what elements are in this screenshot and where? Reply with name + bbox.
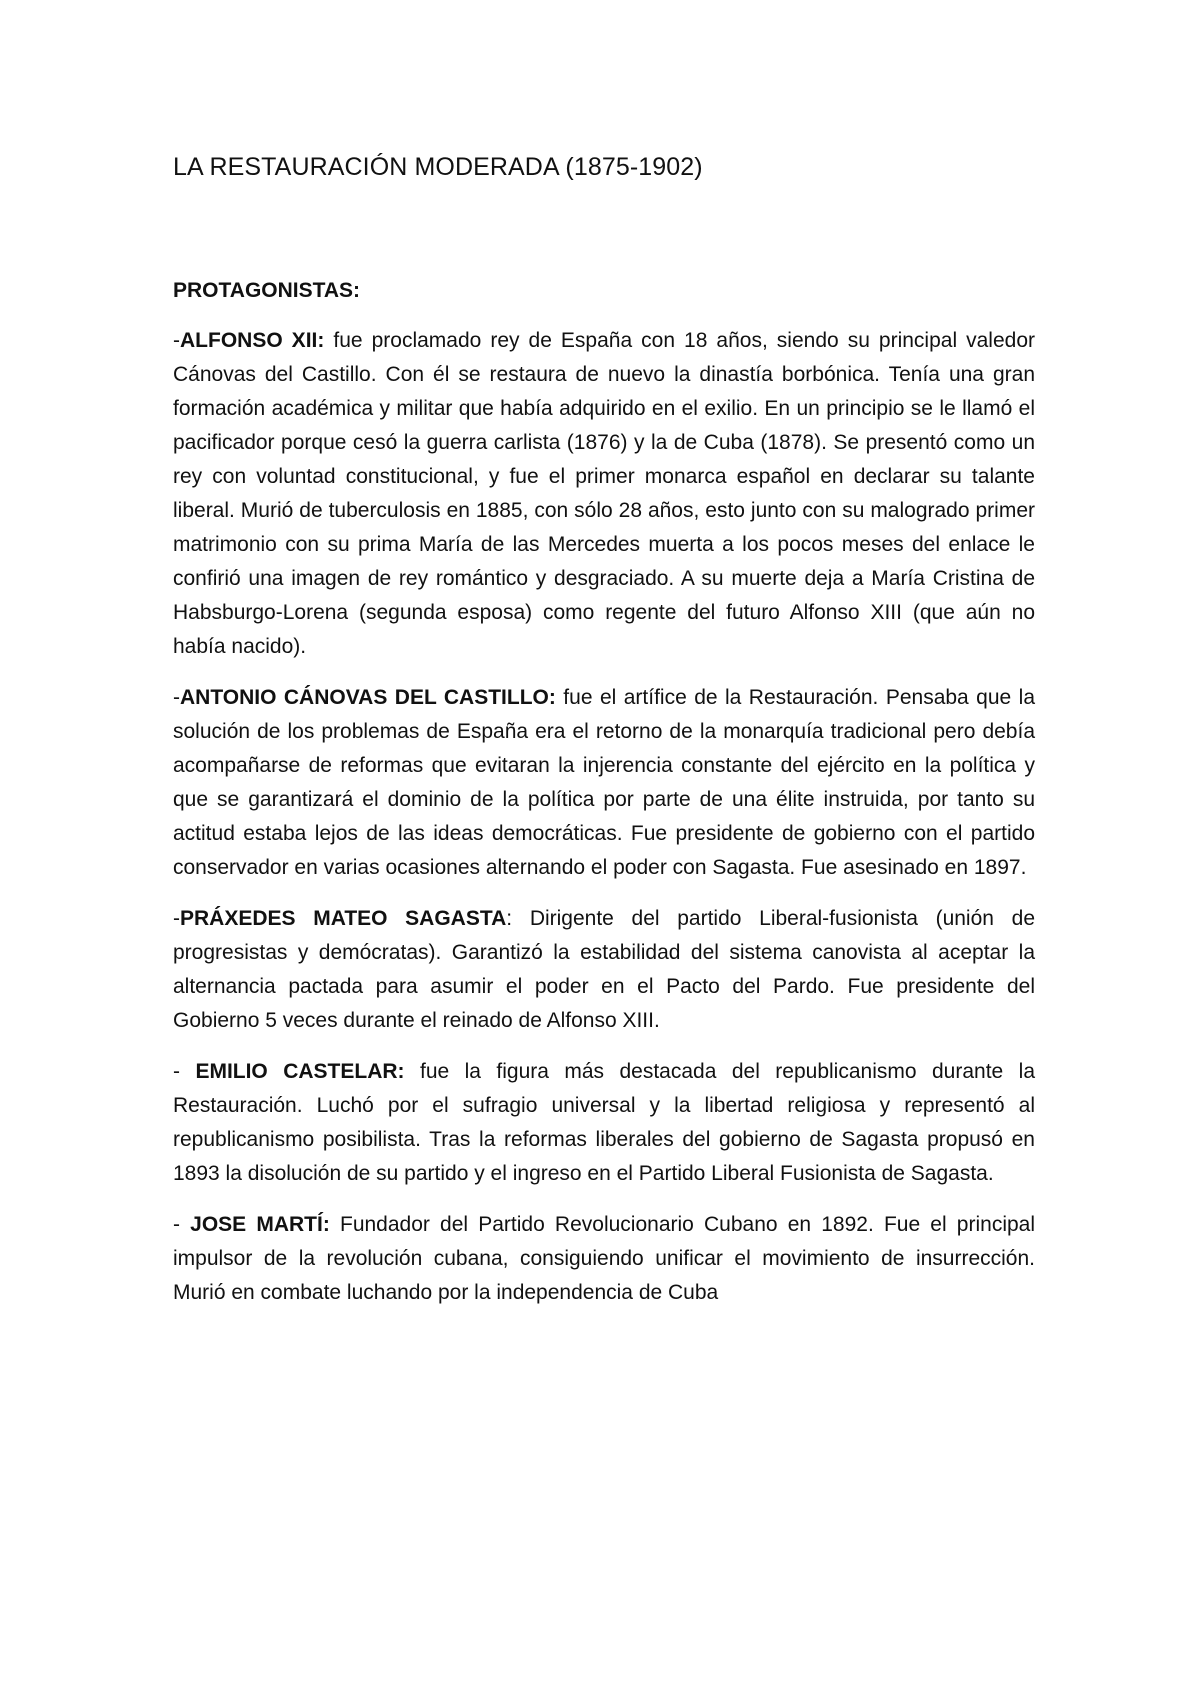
entry-name: JOSE MARTÍ: bbox=[190, 1213, 330, 1236]
document-title: LA RESTAURACIÓN MODERADA (1875-1902) bbox=[173, 153, 703, 181]
entry-canovas bbox=[173, 681, 1035, 885]
entry-name: PRÁXEDES MATEO SAGASTA bbox=[180, 907, 507, 930]
entry-castelar bbox=[173, 1055, 1035, 1191]
entry-prefix: - bbox=[173, 686, 180, 709]
entry-sagasta bbox=[173, 902, 1035, 1038]
document-body bbox=[173, 150, 1035, 1310]
entry-name: EMILIO CASTELAR: bbox=[195, 1060, 405, 1083]
entry-text: fue la figura más destacada del republicanismo durante la Restauración. Luchó por el sufragio universal y la libertad religiosa y representó al republicanismo posibilista. Tras la reformas liberales del gobierno de Sagasta propusó en 1893 la disolución de su partido y el ingreso en el Partido Liberal Fusionista de Sagasta. bbox=[173, 1060, 1035, 1185]
entry-text: Fundador del Partido Revolucionario Cubano en 1892. Fue el principal impulsor de la revolución cubana, consiguiendo unificar el movimiento de insurrección. Murió en combate luchando por la independencia de Cuba bbox=[173, 1213, 1036, 1304]
entry-prefix: - bbox=[173, 907, 180, 930]
entry-text: : Dirigente del partido Liberal-fusionista (unión de progresistas y demócratas). Garantizó la estabilidad del sistema canovista al aceptar la alternancia pactada para asumir el poder en el Pacto del Pardo. Fue presidente del Gobierno 5 veces durante el reinado de Alfonso XIII. bbox=[173, 907, 1035, 1032]
entry-prefix: - bbox=[173, 1060, 196, 1083]
entry-alfonso-xii bbox=[173, 324, 1035, 664]
section-heading: PROTAGONISTAS: bbox=[173, 279, 361, 302]
entry-text: fue proclamado rey de España con 18 años, siendo su principal valedor Cánovas del Castillo. Con él se restaura de nuevo la dinastía borbónica. Tenía una gran formación académica y militar que había adquirido en el exilio. En un principio se le llamó el pacificador porque cesó la guerra carlista (1876) y la de Cuba (1878). Se presentó como un rey con voluntad constitucional, y fue el primer monarca español en declarar su talante liberal. Murió de tuberculosis en 1885, con sólo 28 años, esto junto con su malogrado primer matrimonio con su prima María de las Mercedes muerta a los pocos meses del enlace le confirió una imagen de rey romántico y desgraciado. A su muerte deja a María Cristina de Habsburgo-Lorena (segunda esposa) como regente del futuro Alfonso XIII (que aún no había nacido). bbox=[173, 329, 1036, 658]
entry-marti bbox=[173, 1208, 1035, 1310]
entry-prefix: - bbox=[173, 1213, 191, 1236]
entry-text: fue el artífice de la Restauración. Pensaba que la solución de los problemas de España era el retorno de la monarquía tradicional pero debía acompañarse de reformas que evitaran la injerencia constante del ejército en la política y que se garantizará el dominio de la política por parte de una élite instruida, por tanto su actitud estaba lejos de las ideas democráticas. Fue presidente de gobierno con el partido conservador en varias ocasiones alternando el poder con Sagasta. Fue asesinado en 1897. bbox=[173, 686, 1036, 879]
entry-name: ALFONSO XII: bbox=[180, 329, 325, 352]
entry-prefix: - bbox=[173, 329, 180, 352]
entry-name: ANTONIO CÁNOVAS DEL CASTILLO: bbox=[180, 686, 556, 709]
